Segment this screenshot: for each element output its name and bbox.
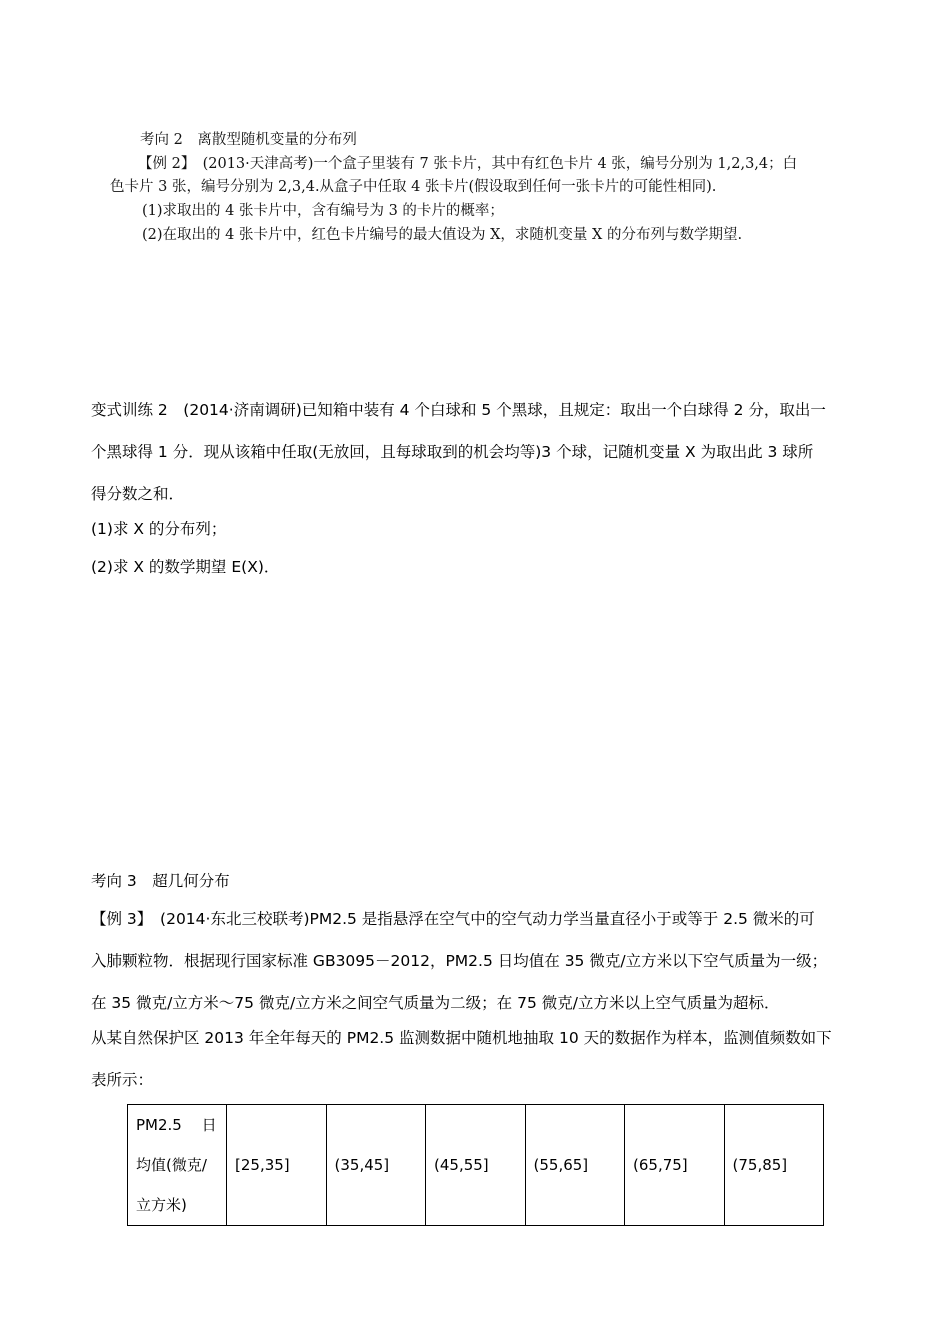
table-cell: [25,35]: [227, 1105, 327, 1226]
table-header-line: 均值(微克/: [136, 1156, 207, 1174]
section-2-heading: 考向 2 离散型随机变量的分布列: [140, 132, 357, 148]
pm25-frequency-table: [127, 1104, 824, 1226]
section-3-heading: 考向 3 超几何分布: [91, 872, 230, 890]
table-cell: (35,45]: [326, 1105, 426, 1226]
example-2-question-1: (1)求取出的 4 张卡片中，含有编号为 3 的卡片的概率；: [142, 203, 504, 219]
table-cell: (55,65]: [525, 1105, 625, 1226]
table-header-cell: [128, 1105, 227, 1226]
table-header-line: 立方米): [136, 1196, 187, 1214]
variant-training-line-3: 得分数之和．: [91, 485, 185, 503]
example-3-line-4: 从某自然保护区 2013 年全年每天的 PM2.5 监测数据中随机地抽取 10 天的数据作为样本，监测值频数如下: [91, 1029, 832, 1047]
table-cell: (45,55]: [426, 1105, 526, 1226]
table-cell: (65,75]: [625, 1105, 725, 1226]
variant-question-1: (1)求 X 的分布列；: [91, 520, 227, 538]
example-3-line-1: 【例 3】 (2014·东北三校联考)PM2.5 是指悬浮在空气中的空气动力学当量直径小于或等于 2.5 微米的可: [91, 910, 815, 928]
example-3-line-3: 在 35 微克/立方米～75 微克/立方米之间空气质量为二级；在 75 微克/立方米以上空气质量为超标．: [91, 994, 780, 1012]
variant-training-line-1: 变式训练 2 (2014·济南调研)已知箱中装有 4 个白球和 5 个黑球，且规定：取出一个白球得 2 分，取出一: [91, 401, 826, 419]
example-2-line-1: 【例 2】 (2013·天津高考)一个盒子里装有 7 张卡片，其中有红色卡片 4 张，编号分别为 1,2,3,4；白: [138, 156, 798, 172]
example-3-line-5: 表所示：: [91, 1071, 154, 1089]
table-header-line: PM2.5 日: [136, 1116, 217, 1134]
variant-training-line-2: 个黑球得 1 分．现从该箱中任取(无放回，且每球取到的机会均等)3 个球，记随机变量 X 为取出此 3 球所: [91, 443, 814, 461]
example-2-line-2: 色卡片 3 张，编号分别为 2,3,4.从盒子中任取 4 张卡片(假设取到任何一张卡片的可能性相同).: [110, 179, 717, 195]
table-cell: (75,85]: [724, 1105, 824, 1226]
variant-question-2: (2)求 X 的数学期望 E(X)．: [91, 558, 280, 576]
table-row: [128, 1105, 824, 1226]
example-2-question-2: (2)在取出的 4 张卡片中，红色卡片编号的最大值设为 X，求随机变量 X 的分布列与数学期望.: [142, 227, 743, 243]
example-3-line-2: 入肺颗粒物．根据现行国家标准 GB3095－2012，PM2.5 日均值在 35 微克/立方米以下空气质量为一级；: [91, 952, 828, 970]
